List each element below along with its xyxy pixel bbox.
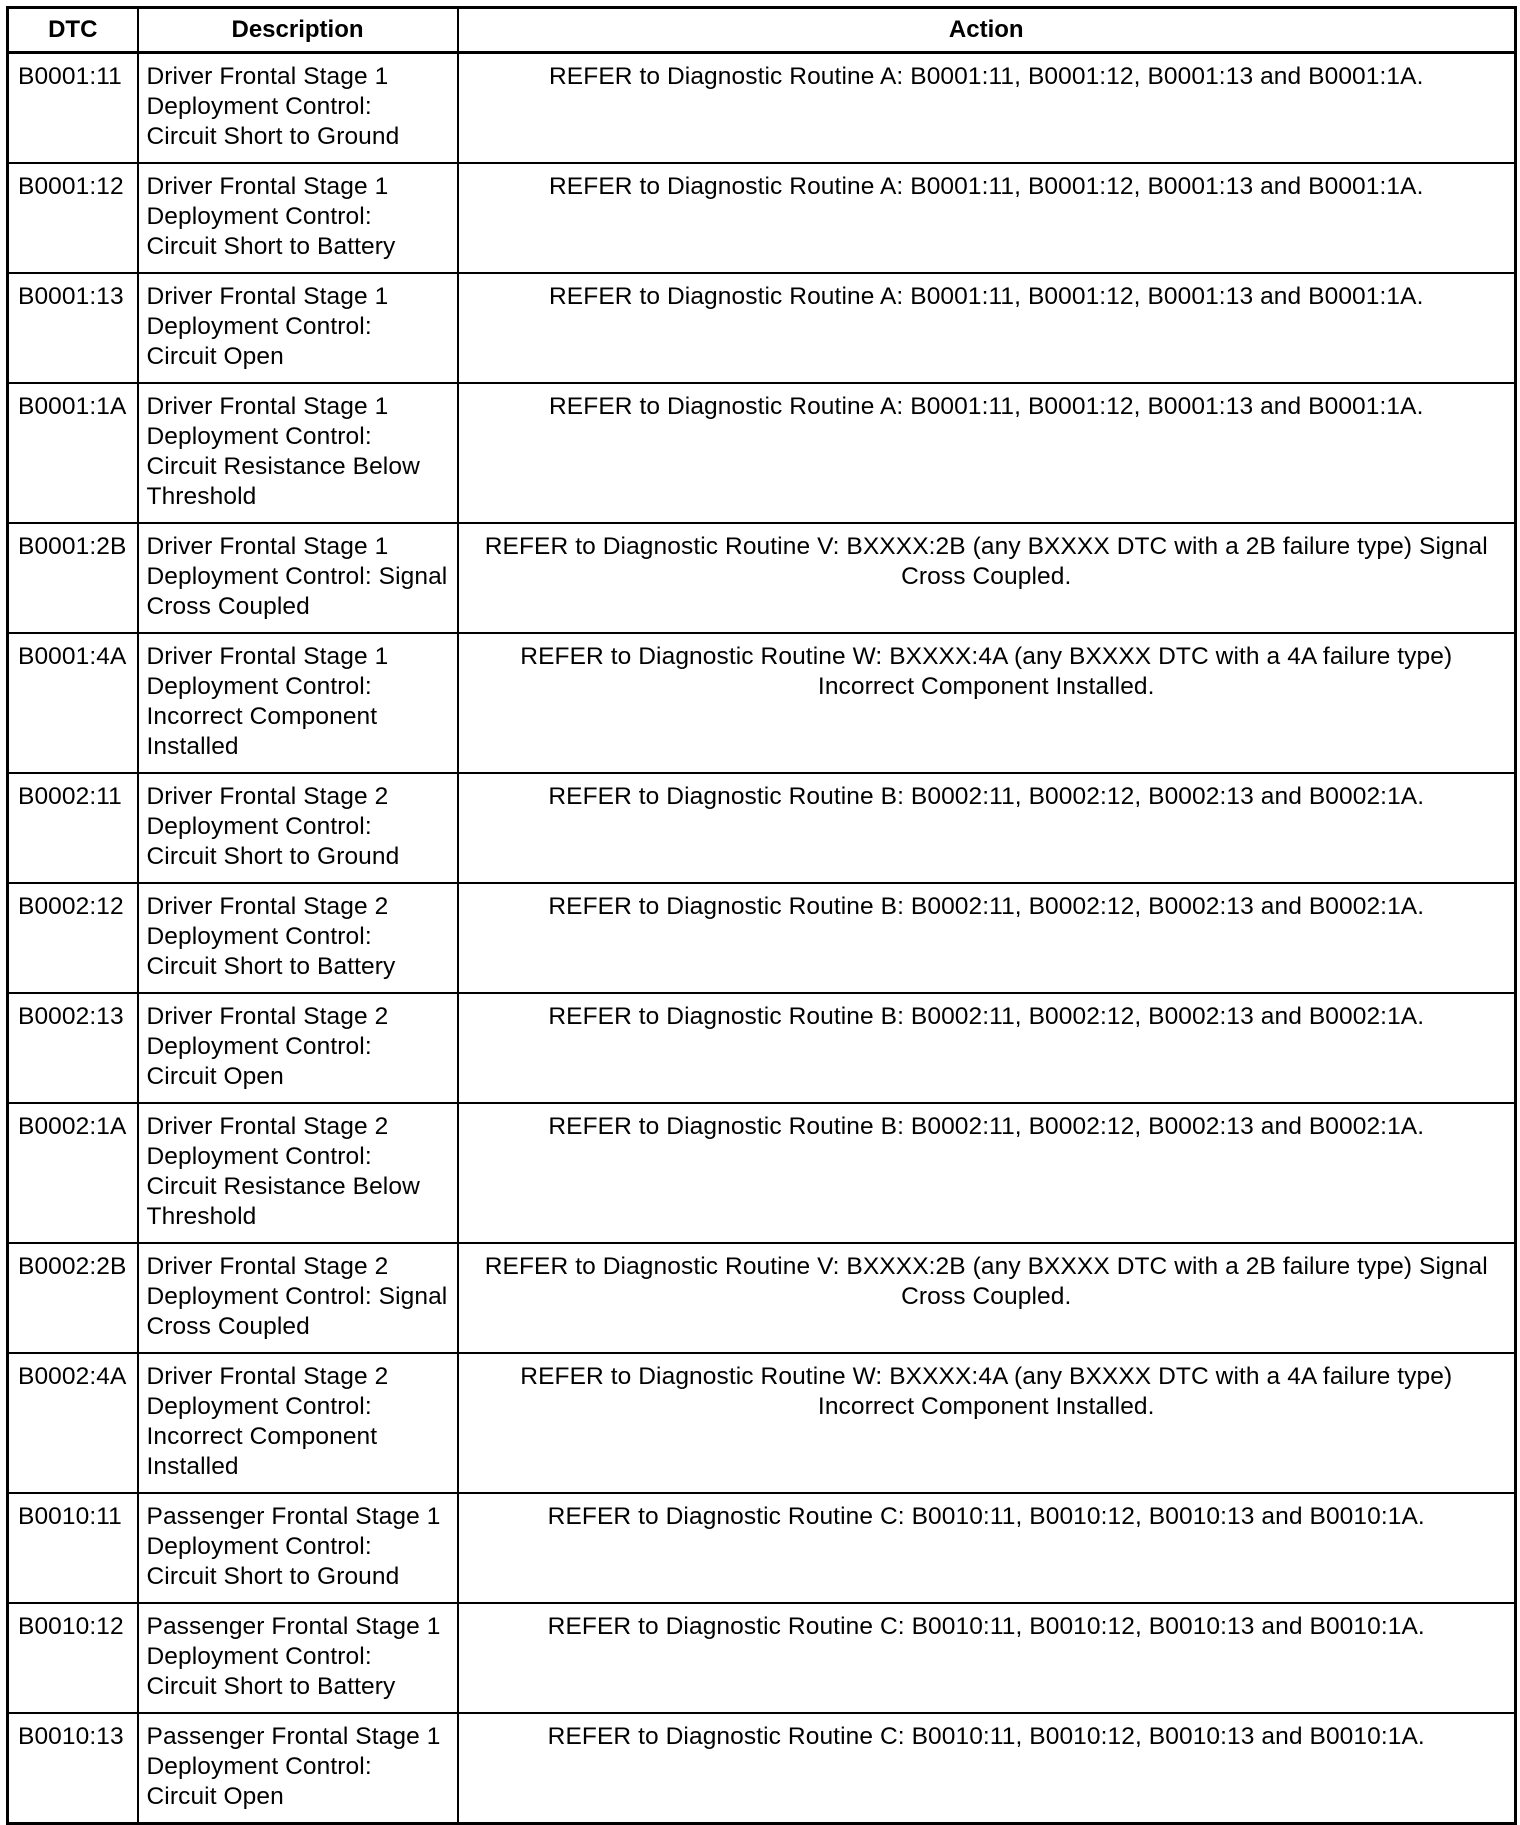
dtc-action: REFER to Diagnostic Routine B: B0002:11, B0002:12, B0002:13 and B0002:1A. bbox=[458, 1103, 1516, 1243]
dtc-code: B0010:11 bbox=[8, 1493, 138, 1603]
dtc-description: Driver Frontal Stage 1 Deployment Control: Signal Cross Coupled bbox=[138, 523, 458, 633]
dtc-action: REFER to Diagnostic Routine A: B0001:11, B0001:12, B0001:13 and B0001:1A. bbox=[458, 383, 1516, 523]
table-row bbox=[8, 53, 1516, 164]
table-row bbox=[8, 993, 1516, 1103]
table-row bbox=[8, 1103, 1516, 1243]
dtc-description: Driver Frontal Stage 1 Deployment Control: Incorrect Component Installed bbox=[138, 633, 458, 773]
table-row bbox=[8, 773, 1516, 883]
dtc-action: REFER to Diagnostic Routine V: BXXXX:2B (any BXXXX DTC with a 2B failure type) Signal Cross Coupled. bbox=[458, 1243, 1516, 1353]
dtc-code: B0002:1A bbox=[8, 1103, 138, 1243]
dtc-description: Passenger Frontal Stage 1 Deployment Control: Circuit Short to Battery bbox=[138, 1603, 458, 1713]
dtc-code: B0001:4A bbox=[8, 633, 138, 773]
header-action: Action bbox=[458, 8, 1516, 53]
table-row bbox=[8, 163, 1516, 273]
dtc-action: REFER to Diagnostic Routine A: B0001:11, B0001:12, B0001:13 and B0001:1A. bbox=[458, 273, 1516, 383]
dtc-action: REFER to Diagnostic Routine B: B0002:11, B0002:12, B0002:13 and B0002:1A. bbox=[458, 883, 1516, 993]
dtc-code: B0001:2B bbox=[8, 523, 138, 633]
dtc-action: REFER to Diagnostic Routine W: BXXXX:4A (any BXXXX DTC with a 4A failure type) Incorrect Component Installed. bbox=[458, 1353, 1516, 1493]
dtc-description: Driver Frontal Stage 2 Deployment Control: Circuit Short to Battery bbox=[138, 883, 458, 993]
dtc-code: B0002:12 bbox=[8, 883, 138, 993]
dtc-description: Driver Frontal Stage 1 Deployment Control: Circuit Short to Battery bbox=[138, 163, 458, 273]
table-header-row bbox=[8, 8, 1516, 53]
table-row bbox=[8, 523, 1516, 633]
table-row bbox=[8, 1353, 1516, 1493]
dtc-description: Driver Frontal Stage 2 Deployment Control: Incorrect Component Installed bbox=[138, 1353, 458, 1493]
table-row bbox=[8, 1603, 1516, 1713]
table-row bbox=[8, 383, 1516, 523]
header-dtc: DTC bbox=[8, 8, 138, 53]
dtc-code: B0002:11 bbox=[8, 773, 138, 883]
dtc-description: Passenger Frontal Stage 1 Deployment Control: Circuit Short to Ground bbox=[138, 1493, 458, 1603]
dtc-code: B0001:13 bbox=[8, 273, 138, 383]
table-row bbox=[8, 1713, 1516, 1824]
header-description: Description bbox=[138, 8, 458, 53]
dtc-action: REFER to Diagnostic Routine C: B0010:11, B0010:12, B0010:13 and B0010:1A. bbox=[458, 1493, 1516, 1603]
dtc-action: REFER to Diagnostic Routine V: BXXXX:2B (any BXXXX DTC with a 2B failure type) Signal Cross Coupled. bbox=[458, 523, 1516, 633]
dtc-code: B0002:2B bbox=[8, 1243, 138, 1353]
dtc-table bbox=[6, 6, 1517, 1825]
table-row bbox=[8, 1243, 1516, 1353]
dtc-action: REFER to Diagnostic Routine W: BXXXX:4A (any BXXXX DTC with a 4A failure type) Incorrect Component Installed. bbox=[458, 633, 1516, 773]
dtc-description: Driver Frontal Stage 1 Deployment Control: Circuit Resistance Below Threshold bbox=[138, 383, 458, 523]
dtc-code: B0001:1A bbox=[8, 383, 138, 523]
dtc-action: REFER to Diagnostic Routine C: B0010:11, B0010:12, B0010:13 and B0010:1A. bbox=[458, 1713, 1516, 1824]
table-row bbox=[8, 883, 1516, 993]
dtc-code: B0010:13 bbox=[8, 1713, 138, 1824]
dtc-description: Driver Frontal Stage 2 Deployment Control: Circuit Resistance Below Threshold bbox=[138, 1103, 458, 1243]
dtc-description: Driver Frontal Stage 2 Deployment Control: Circuit Short to Ground bbox=[138, 773, 458, 883]
dtc-code: B0001:12 bbox=[8, 163, 138, 273]
table-row bbox=[8, 1493, 1516, 1603]
dtc-action: REFER to Diagnostic Routine B: B0002:11, B0002:12, B0002:13 and B0002:1A. bbox=[458, 993, 1516, 1103]
dtc-action: REFER to Diagnostic Routine A: B0001:11, B0001:12, B0001:13 and B0001:1A. bbox=[458, 53, 1516, 164]
table-row bbox=[8, 633, 1516, 773]
dtc-code: B0001:11 bbox=[8, 53, 138, 164]
dtc-code: B0002:4A bbox=[8, 1353, 138, 1493]
dtc-action: REFER to Diagnostic Routine C: B0010:11, B0010:12, B0010:13 and B0010:1A. bbox=[458, 1603, 1516, 1713]
dtc-description: Passenger Frontal Stage 1 Deployment Control: Circuit Open bbox=[138, 1713, 458, 1824]
dtc-action: REFER to Diagnostic Routine B: B0002:11, B0002:12, B0002:13 and B0002:1A. bbox=[458, 773, 1516, 883]
dtc-code: B0010:12 bbox=[8, 1603, 138, 1713]
dtc-action: REFER to Diagnostic Routine A: B0001:11, B0001:12, B0001:13 and B0001:1A. bbox=[458, 163, 1516, 273]
table-row bbox=[8, 273, 1516, 383]
dtc-description: Driver Frontal Stage 2 Deployment Control: Circuit Open bbox=[138, 993, 458, 1103]
dtc-description: Driver Frontal Stage 1 Deployment Control: Circuit Short to Ground bbox=[138, 53, 458, 164]
dtc-description: Driver Frontal Stage 1 Deployment Control: Circuit Open bbox=[138, 273, 458, 383]
dtc-code: B0002:13 bbox=[8, 993, 138, 1103]
dtc-description: Driver Frontal Stage 2 Deployment Control: Signal Cross Coupled bbox=[138, 1243, 458, 1353]
